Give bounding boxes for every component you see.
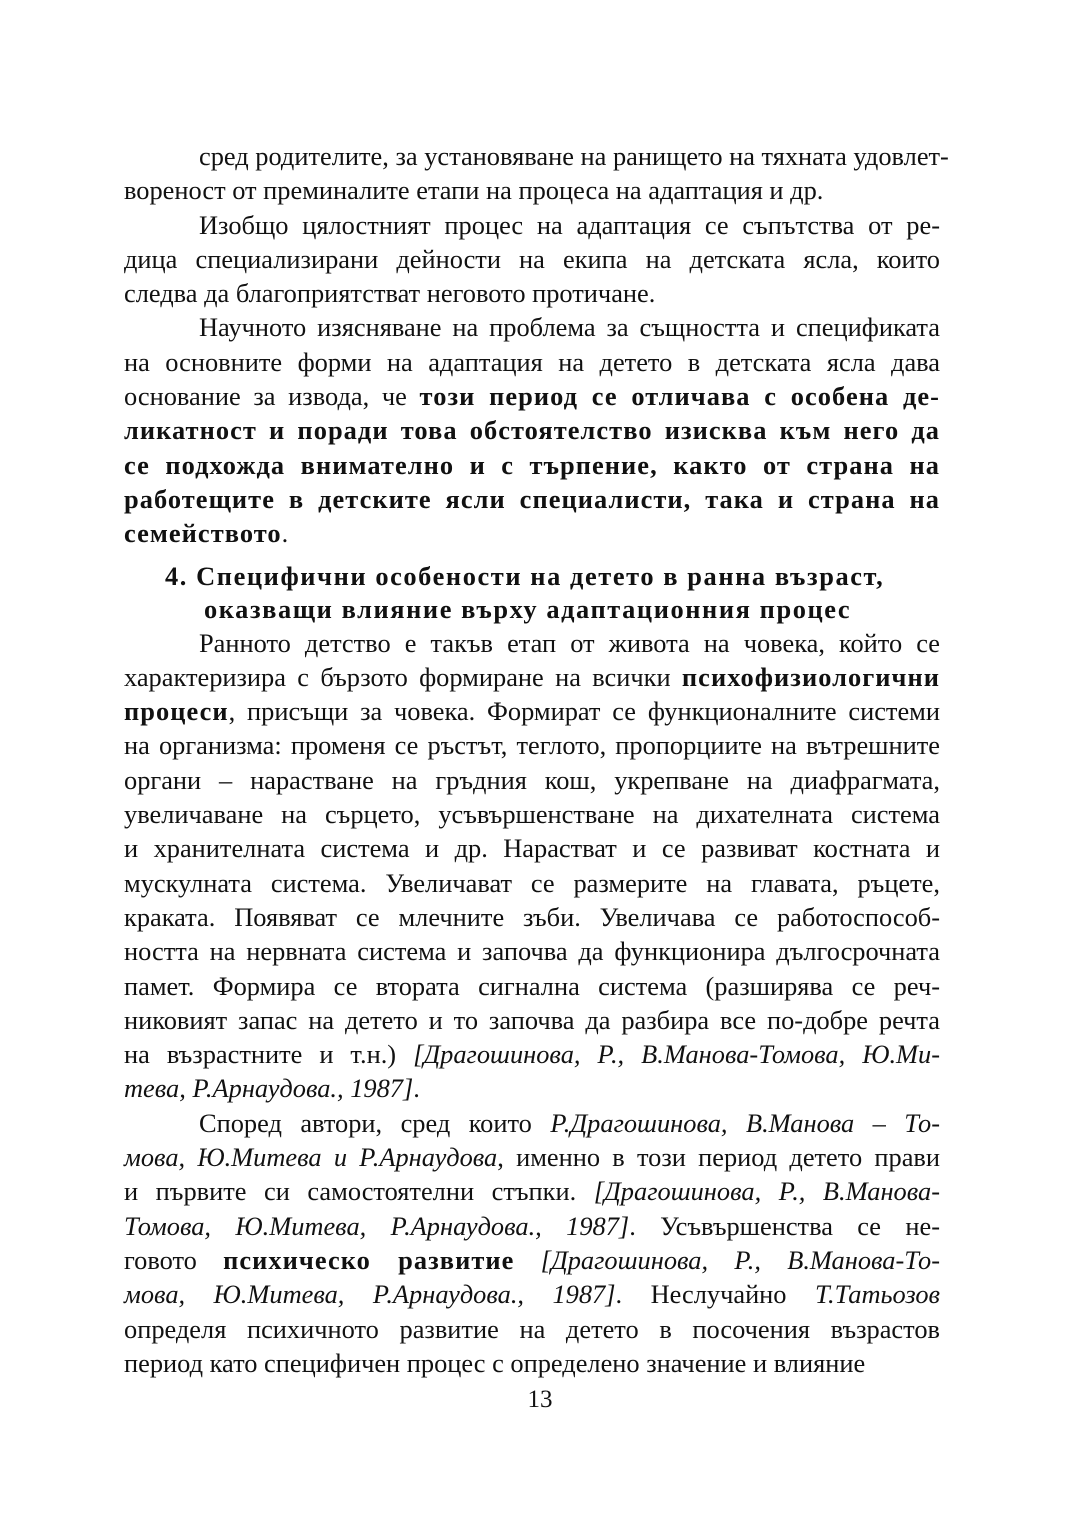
text-line [124, 482, 940, 516]
text-run: . [281, 518, 289, 549]
bold-text: този период се отличава с особена де- [419, 381, 941, 412]
text-line [124, 797, 940, 831]
text-line [124, 694, 940, 728]
text-run: период като специфичен процес с определено значение и влияние [124, 1347, 866, 1378]
text-line [124, 413, 940, 447]
text-line [124, 1209, 940, 1243]
text-line [124, 173, 940, 207]
bold-text: се подхожда внимателно и с търпение, както от страна на [124, 449, 940, 480]
italic-citation: мова, Ю.Митева, Р.Арнаудова., 1987] [124, 1279, 616, 1310]
italic-citation: [Драгошинова, Р., В.Манова-То- [540, 1244, 940, 1275]
text-run: памет. Формира се втората сигнална система (разширява се реч- [124, 970, 940, 1001]
text-line [124, 831, 940, 865]
text-line [124, 1174, 940, 1208]
text-line [124, 310, 940, 344]
text-run: на възрастните и т.н.) [124, 1039, 414, 1070]
text-run: , именно в този период детето прави [497, 1142, 941, 1173]
text-run: на основните форми на адаптация на детето в детската ясла дава [124, 346, 940, 377]
text-line [124, 379, 940, 413]
text-line [124, 242, 940, 276]
section-heading-line-1 [124, 560, 940, 593]
text-line [124, 1140, 940, 1174]
section-title-part-1: Специфични особености на детето в ранна възраст, [196, 560, 885, 591]
italic-citation: [Драгошинова, Р., В.Манова- [593, 1176, 941, 1207]
text-run: . Неслучайно [615, 1279, 815, 1310]
text-run: Според автори, сред които [199, 1107, 551, 1138]
italic-citation: Р.Драгошинова, В.Манова – То- [550, 1107, 940, 1138]
italic-citation: Т.Татьозов [814, 1279, 940, 1310]
text-line [124, 276, 940, 310]
section-heading-line-2: оказващи влияние върху адаптационния процес [204, 593, 852, 624]
text-run: . Усъвършенства се не- [629, 1210, 941, 1241]
text-line [124, 934, 940, 968]
paragraph [124, 139, 949, 208]
text-run: вореност от преминалите етапи на процеса на адаптация и др. [124, 175, 824, 206]
text-line [124, 900, 940, 934]
text-line [124, 139, 949, 173]
text-line [124, 1071, 940, 1105]
paragraph [124, 310, 940, 550]
bold-text: психофизиологични [681, 661, 940, 692]
text-line [124, 660, 940, 694]
bold-text: семейството [124, 518, 282, 549]
italic-citation: [Драгошинова, Р., В.Манова-Томова, Ю.Ми- [413, 1039, 941, 1070]
text-line [124, 763, 940, 797]
text-line [124, 1243, 940, 1277]
text-line [124, 448, 940, 482]
page-body [124, 139, 949, 1380]
text-run: дица специализирани дейности на екипа на детската ясла, които [124, 243, 940, 274]
text-run: мускулната система. Увеличават се размерите на главата, ръцете, [124, 867, 940, 898]
text-line [124, 1003, 940, 1037]
text-line [124, 1277, 940, 1311]
text-run: краката. Появяват се млечните зъби. Увеличава се работоспособ- [124, 901, 940, 932]
text-line [124, 1312, 940, 1346]
paragraph [124, 626, 940, 1106]
text-run: увеличаване на сърцето, усъвършенстване на дихателната система [124, 799, 940, 830]
text-run: . [413, 1073, 420, 1104]
text-line [124, 969, 940, 1003]
paragraph [124, 208, 940, 311]
bold-text: работещите в детските ясли специалисти, така и страна на [124, 483, 940, 514]
italic-citation: мова, Ю.Митева и Р.Арнаудова [124, 1142, 498, 1173]
text-run: и хранителната система и др. Нарастват и се развиват костната и [124, 833, 940, 864]
text-line [124, 208, 940, 242]
text-run: характеризира с бързото формиране на всички [124, 661, 682, 692]
text-run: определя психичното развитие на детето в посочения възрастов [124, 1313, 940, 1344]
text-run: никовият запас на детето и то започва да разбира все по-добре речта [124, 1004, 940, 1035]
bold-text: процеси [124, 696, 229, 727]
text-line [124, 728, 940, 762]
italic-citation: Томова, Ю.Митева, Р.Арнаудова., 1987] [124, 1210, 630, 1241]
text-run: следва да благоприятстват неговото протичане. [124, 278, 656, 309]
text-line [124, 1106, 940, 1140]
text-line [124, 1037, 940, 1071]
text-run: Научното изясняване на проблема за същността и спецификата [199, 312, 940, 343]
text-run: на организма: променя се ръстът, теглото, пропорциите на вътрешните [124, 730, 940, 761]
text-run [514, 1245, 540, 1275]
text-line [124, 866, 940, 900]
text-run: сред родителите, за установяване на ранището на тяхната удовлет- [199, 141, 949, 171]
text-block-after-heading [124, 626, 940, 1381]
section-number: 4. [165, 560, 188, 591]
text-run: Ранното детство е такъв етап от живота на човека, който се [199, 627, 940, 658]
text-block-before-heading [124, 139, 949, 551]
text-run: говото [124, 1244, 224, 1275]
text-line [124, 1346, 940, 1380]
bold-text: психическо развитие [223, 1244, 515, 1275]
text-run: Изобщо цялостният процес на адаптация се съпътства от ре- [199, 209, 940, 240]
section-heading [124, 560, 940, 626]
text-run: основание за извода, че [124, 381, 420, 412]
text-line [124, 516, 940, 550]
page-number: 13 [527, 1386, 553, 1413]
text-run: , присъщи за човека. Формират се функционалните системи [228, 696, 940, 727]
paragraph [124, 1106, 940, 1380]
text-line [124, 345, 940, 379]
italic-citation: тева, Р.Арнаудова., 1987] [124, 1073, 414, 1104]
text-run: органи – нарастване на гръдния кош, укрепване на диафрагмата, [124, 764, 940, 795]
text-run: ността на нервната система и започва да функционира дългосрочната [124, 936, 940, 967]
bold-text: ликатност и поради това обстоятелство изисква към него да [124, 415, 940, 446]
text-line [124, 626, 940, 660]
text-run: и първите си самостоятелни стъпки. [124, 1176, 594, 1207]
